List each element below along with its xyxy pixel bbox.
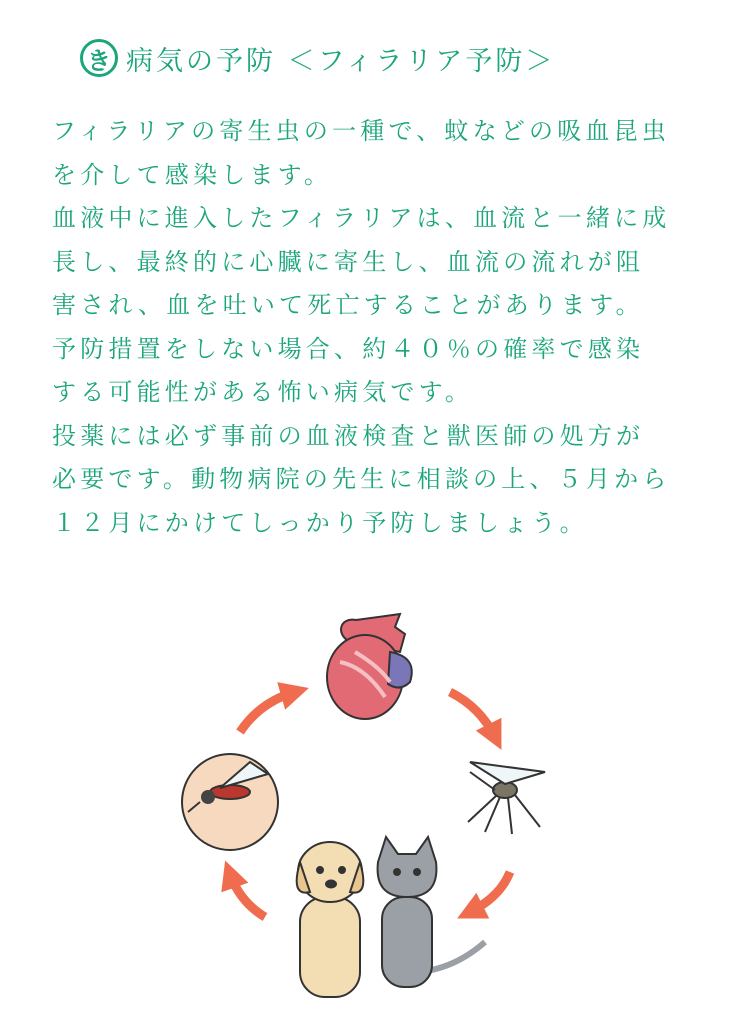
paragraph: 投薬には必ず事前の血液検査と獣医師の処方が必要です。動物病院の先生に相談の上、５月から１２月にかけてしっかり予防しましょう。 — [52, 421, 671, 537]
paragraph: フィラリアの寄生虫の一種で、蚊などの吸血昆虫を介して感染します。 — [52, 117, 670, 189]
mosquito-icon — [468, 762, 545, 834]
section-header — [80, 36, 555, 80]
mosquito-bite-icon — [182, 754, 278, 850]
article-body — [52, 110, 672, 545]
paragraph: 血液中に進入したフィラリアは、血流と一緒に成長し、最終的に心臓に寄生し、血流の流れが阻害され、血を吐いて死亡することがあります。 — [52, 204, 671, 319]
infection-cycle-illustration — [150, 612, 570, 1012]
heart-icon — [327, 614, 412, 719]
section-badge: き — [80, 39, 118, 77]
cat-icon — [378, 837, 485, 987]
cycle-arrow-icon — [240, 692, 295, 732]
cycle-arrow-icon — [470, 872, 510, 912]
cycle-arrow-icon — [450, 692, 495, 737]
paragraph: 予防措置をしない場合、約４０％の確率で感染する可能性がある怖い病気です。 — [52, 334, 645, 406]
cycle-arrow-icon — [230, 874, 265, 917]
dog-icon — [297, 842, 364, 997]
page-title: 病気の予防 ＜フィラリア予防＞ — [126, 45, 556, 77]
